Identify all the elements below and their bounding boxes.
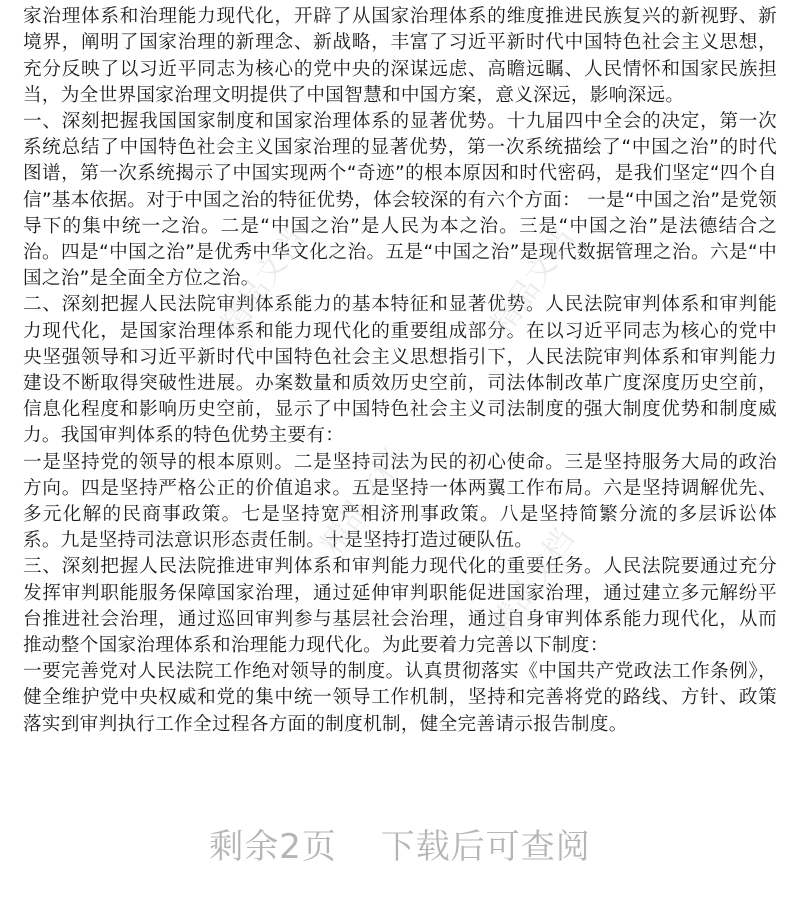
paragraph-section-3-item-1: 一要完善党对人民法院工作绝对领导的制度。认真贯彻落实《中国共产党政法工作条例》，健全维护党中央权威和党的集中统一领导工作机制，坚持和完善将党的路线、方针、政策落实到审判执行工作全过程各方面的制度机制，健全完善请示报告制度。	[23, 661, 777, 735]
watermark: 精品文档	[484, 222, 582, 342]
download-hint-label[interactable]: 下载后可查阅	[380, 827, 591, 867]
paragraph-section-2: 二、深刻把握人民法院审判体系能力的基本特征和显著优势。人民法院审判体系和审判能力现代化，是国家治理体系和能力现代化的重要组成部分。在以习近平同志为核心的党中央坚强领导和习近平新时代中国特色社会主义思想指引下，人民法院审判体系和审判能力建设不断取得突破性进展。办案数量和质效历史空前，司法体制改革广度深度历史空前，信息化程度和影响历史空前，显示了中国特色社会主义司法制度的强大制度优势和制度威力。我国审判体系的特色优势主要有：	[23, 294, 777, 447]
paragraph-section-1: 一、深刻把握我国国家制度和国家治理体系的显著优势。十九届四中全会的决定，第一次系统总结了中国特色社会主义国家治理的显著优势，第一次系统描绘了“中国之治”的时代图谱，第一次系统揭示了中国实现两个“奇迹”的根本原因和时代密码，是我们坚定“四个自信”基本依据。对于中国之治的特征优势，体会较深的有六个方面： 一是“中国之治”是党领导下的集中统一之治。二是“中国之治”是人民为本之治。三是“中国之治”是法德结合之治。四是“中国之治”是优秀中华文化之治。五是“中国之治”是现代数据管理之治。六是“中国之治”是全面全方位之治。	[23, 111, 777, 290]
watermark: 精品文档	[314, 442, 412, 562]
download-prompt[interactable]	[0, 822, 800, 922]
paragraph-section-2-list: 一是坚持党的领导的根本原则。二是坚持司法为民的初心使命。三是坚持服务大局的政治方向。四是坚持严格公正的价值追求。五是坚持一体两翼工作布局。六是坚持调解优先、多元化解的民商事政策。七是坚持宽严相济刑事政策。八是坚持简繁分流的多层诉讼体系。九是坚持司法意识形态责任制。十是坚持打造过硬队伍。	[23, 451, 777, 552]
watermark: 精品文档	[484, 522, 582, 642]
paragraph-section-3: 三、深刻把握人民法院推进审判体系和审判能力现代化的重要任务。人民法院要通过充分发挥审判职能服务保障国家治理，通过延伸审判职能促进国家治理，通过建立多元解纷平台推进社会治理，通过巡回审判参与基层社会治理，通过自身审判体系能力现代化，从而推动整个国家治理体系和治理能力现代化。为此要着力完善以下制度：	[23, 556, 777, 657]
watermark: 精品文档	[214, 222, 312, 342]
paragraph-intro: 家治理体系和治理能力现代化，开辟了从国家治理体系的维度推进民族复兴的新视野、新境界，阐明了国家治理的新理念、新战略，丰富了习近平新时代中国特色社会主义思想，充分反映了以习近平同志为核心的党中央的深谋远虑、高瞻远瞩、人民情怀和国家民族担当，为全世界国家治理文明提供了中国智慧和中国方案，意义深远，影响深远。	[23, 6, 777, 106]
remaining-pages-label: 剩余2页	[209, 827, 337, 867]
